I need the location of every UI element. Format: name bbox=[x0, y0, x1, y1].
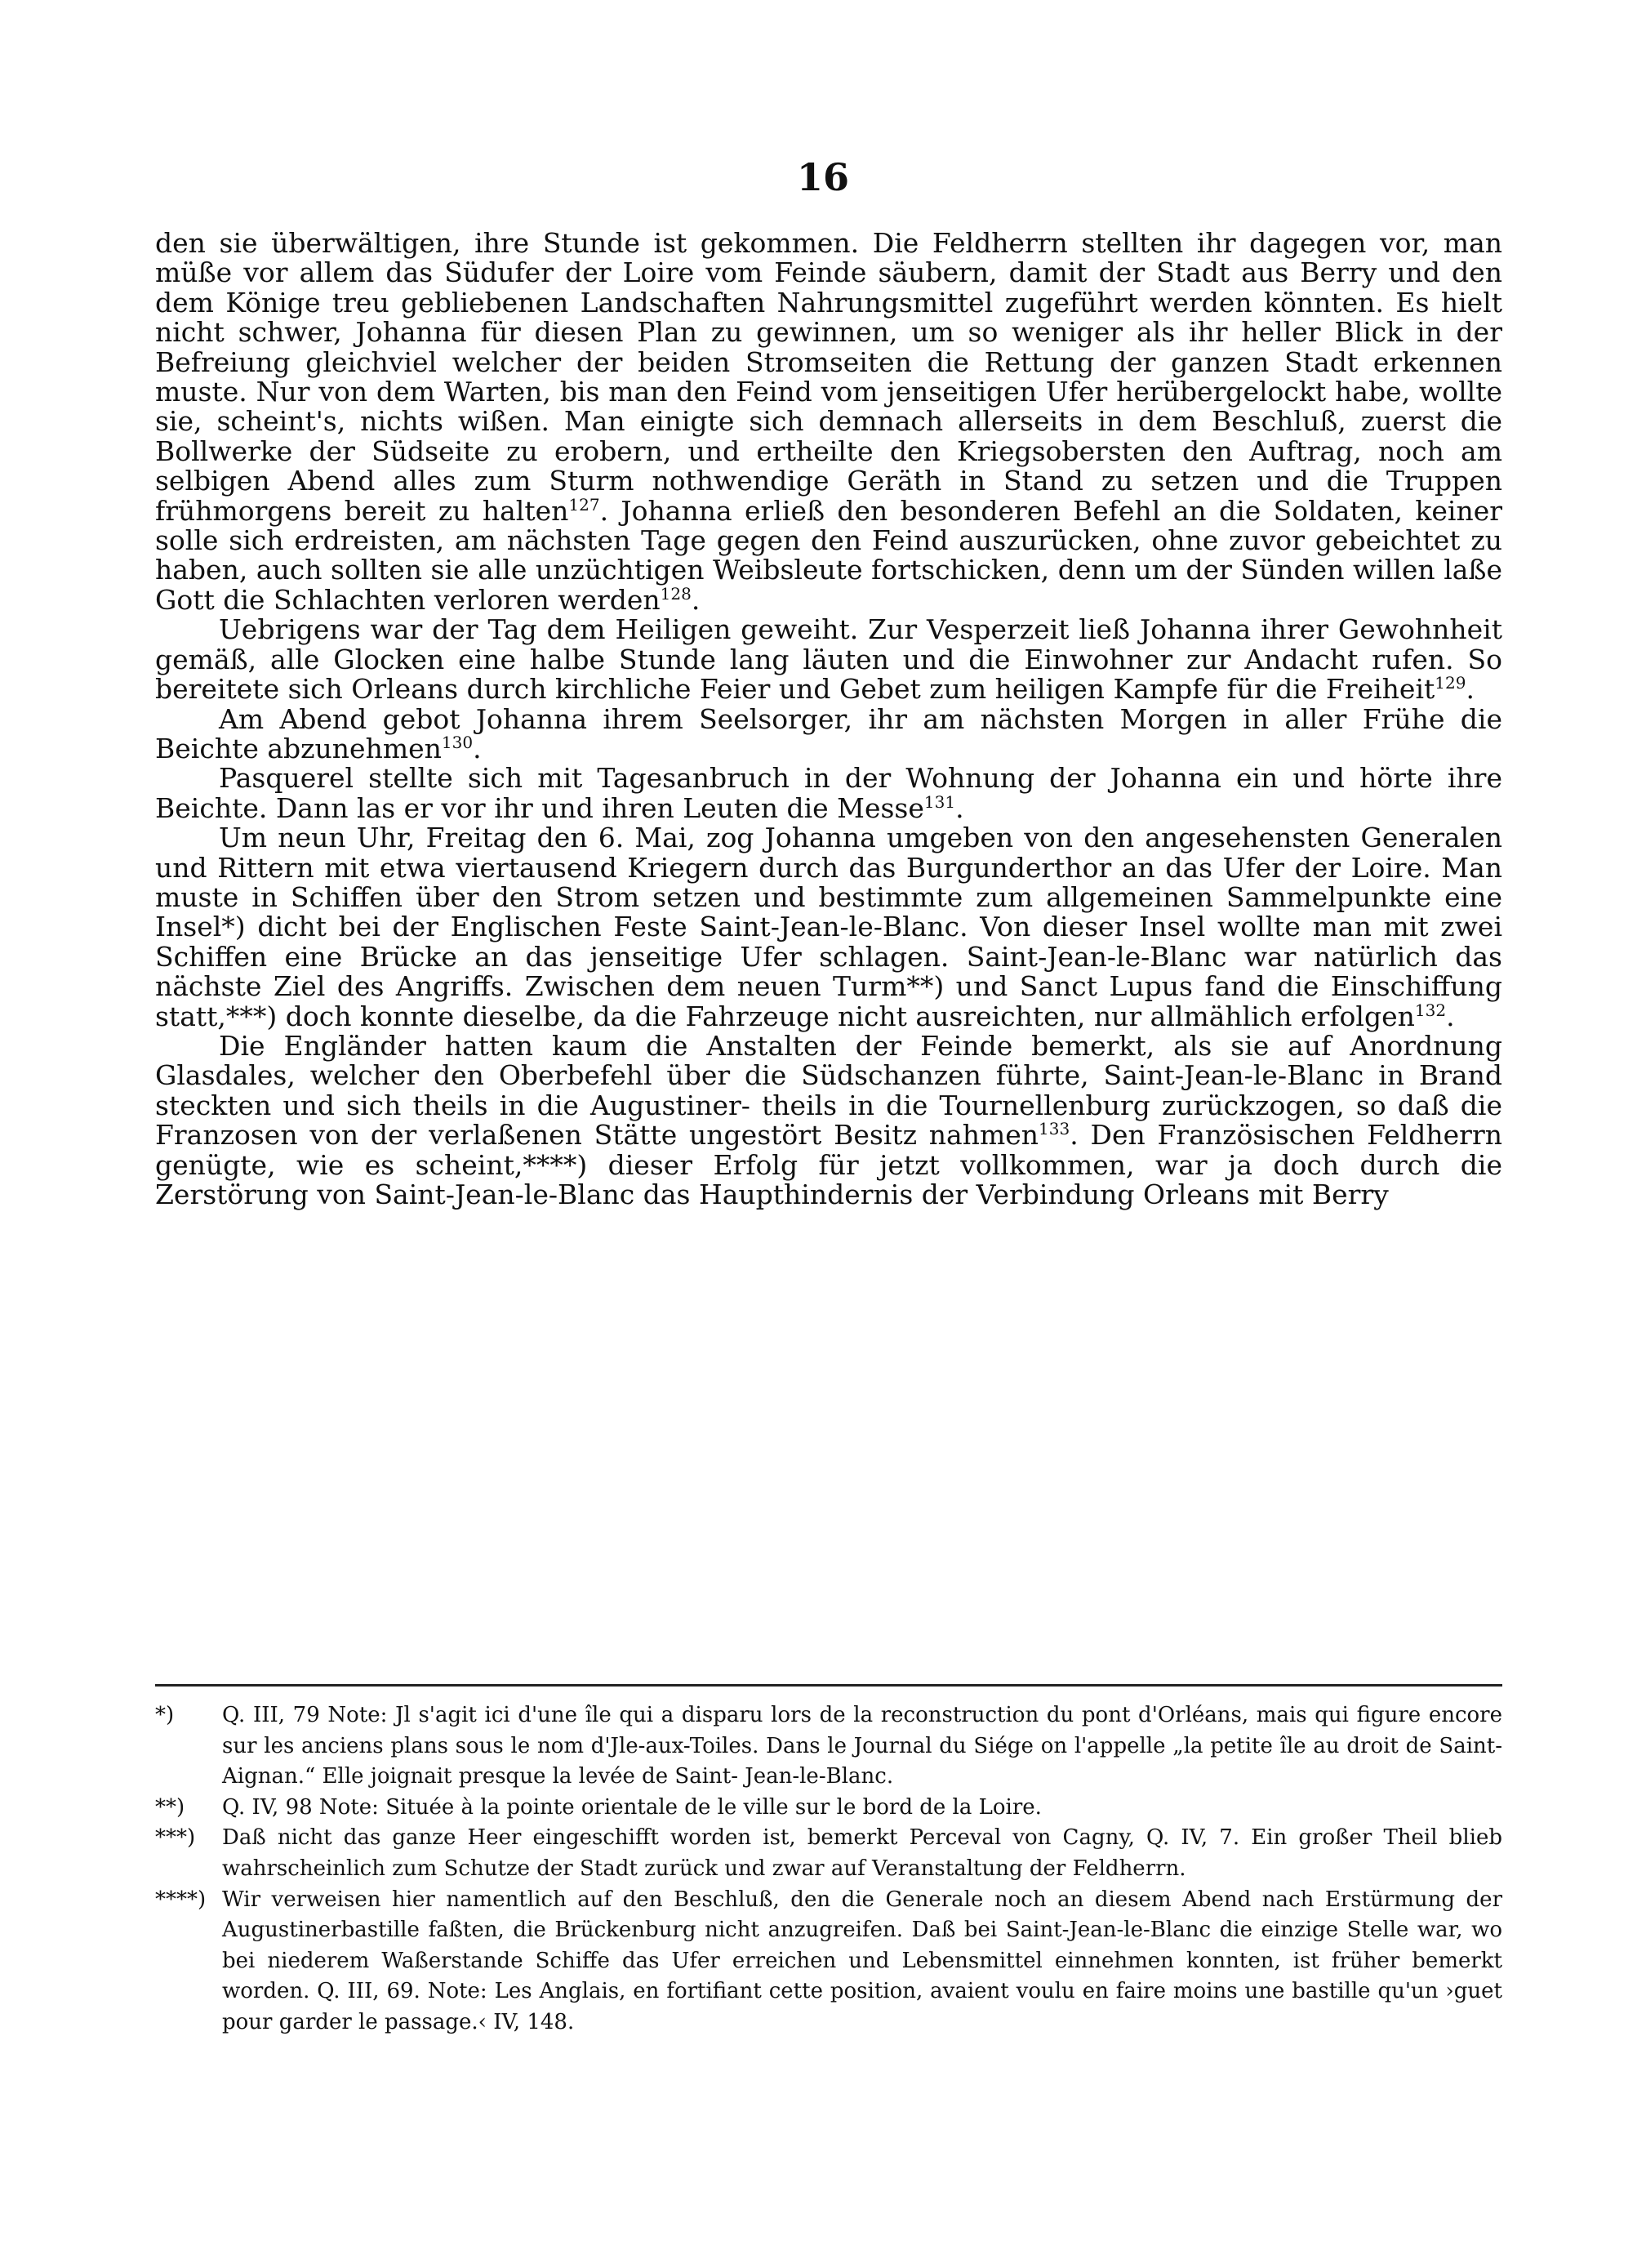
paragraph-text: . Den Französischen Feldherrn genügte, wie es scheint,****) dieser Erfolg für jetzt vollkommen, war ja doch durch die Zerstörung von Saint-Jean-le-Blanc das Haupthindernis der Verbindung Orleans mit Berry bbox=[155, 1119, 1502, 1210]
footnote-mark: ****) bbox=[155, 1887, 207, 1912]
paragraph-text: Uebrigens war der Tag dem Heiligen geweiht. Zur Vesperzeit ließ Johanna ihrer Gewohnheit gemäß, alle Glocken eine halbe Stunde lang läuten und die Einwohner zur Andacht rufen. So bereitete sich Orleans durch kirchliche Feier und Gebet zum heiligen Kampfe für die Freiheit bbox=[155, 613, 1502, 706]
page-number: 16 bbox=[796, 155, 849, 199]
paragraph-text: Um neun Uhr, Freitag den 6. Mai, zog Johanna umgeben von den angesehensten Generalen und Rittern mit etwa viertausend Kriegern durch das Burgunderthor an das Ufer der Loire. Man muste in Schiffen über den Strom setzen und bestimmte zum allgemeinen Sammelpunkte eine Insel*) dicht bei der Englischen Feste Saint-Jean-le-Blanc. Von dieser Insel wollte man mit zwei Schiffen eine Brücke an das jenseitige Ufer schlagen. Saint-Jean-le-Blanc war natürlich das nächste Ziel des Angriffs. Zwischen dem neuen Turm**) und Sanct Lupus fand die Einschiffung statt,***) doch konnte dieselbe, da die Fahrzeuge nicht ausreichten, nur allmählich erfolgen bbox=[155, 822, 1502, 1032]
footnote-text: Wir verweisen hier namentlich auf den Beschluß, den die Generale noch an diesem Abend nach Erstürmung der Augustinerbastille faßten, die Brückenburg nicht anzugreifen. Daß bei Saint-Jean-le-Blanc die einzige Stelle war, wo bei niederem Waßerstande Schiffe das Ufer erreichen und Lebensmittel einnehmen konnten, ist früher bemerkt worden. Q. III, 69. Note: Les Anglais, en fortifiant cette position, avaient voulu en faire moins une bastille qu'un ›guet pour garder le passage.‹ IV, 148. bbox=[222, 1887, 1502, 2034]
footnote-mark: ***) bbox=[155, 1825, 196, 1851]
footnotes bbox=[155, 1700, 1502, 2039]
reference-number: 131 bbox=[923, 791, 956, 812]
paragraph-text: den sie überwältigen, ihre Stunde ist gekommen. Die Feldherrn stellten ihr dagegen vor, man müße vor allem das Südufer der Loire vom Feinde säubern, damit der Stadt aus Berry und den dem Könige treu gebliebenen Landschaften Nahrungsmittel zugeführt werden könnten. Es hielt nicht schwer, Johanna für diesen Plan zu gewinnen, um so weniger als ihr heller Blick in der Befreiung gleichviel welcher der beiden Stromseiten die Rettung der ganzen Stadt erkennen muste. Nur von dem Warten, bis man den Feind vom jenseitigen Ufer herübergelockt habe, wollte sie, scheint's, nichts wißen. Man einigte sich demnach allerseits in dem Beschluß, zuerst die Bollwerke der Südseite zu erobern, und ertheilte den Kriegsobersten den Auftrag, noch am selbigen Abend alles zum Sturm nothwendige Geräth in Stand zu setzen und die Truppen frühmorgens bereit zu halten bbox=[155, 227, 1502, 527]
paragraph bbox=[155, 1029, 1502, 1210]
paragraph-text: Pasquerel stellte sich mit Tagesanbruch in der Wohnung der Johanna ein und hörte ihre Beichte. Dann las er vor ihr und ihren Leuten die Messe bbox=[155, 762, 1502, 824]
footnote-mark: *) bbox=[155, 1703, 175, 1727]
paragraph-text: . Johanna erließ den besonderen Befehl an die Soldaten, keiner solle sich erdreisten, am nächsten Tage gegen den Feind auszurücken, ohne zuvor gebeichtet zu haben, auch sollten sie alle unzüchtigen Weibsleute fortschicken, denn um der Sünden willen laße Gott die Schlachten verloren werden bbox=[155, 494, 1502, 616]
footnote bbox=[155, 1823, 1502, 1884]
paragraph-text: Am Abend gebot Johanna ihrem Seelsorger, ihr am nächsten Morgen in aller Frühe die Beichte abzunehmen bbox=[155, 702, 1502, 764]
footnote-mark: **) bbox=[155, 1794, 185, 1820]
reference-number: 133 bbox=[1039, 1119, 1070, 1139]
paragraph-text: Die Engländer hatten kaum die Anstalten der Feinde bemerkt, als sie auf Anordnung Glasdales, welcher den Oberbefehl über die Südschanzen führte, Saint-Jean-le-Blanc in Brand steckten und sich theils in die Augustiner- theils in die Tournellenburg zurückzogen, so daß die Franzosen von der verlaßenen Stätte ungestört Besitz nahmen bbox=[155, 1029, 1502, 1152]
reference-number: 130 bbox=[441, 732, 474, 752]
reference-number: 127 bbox=[568, 494, 600, 515]
paragraph bbox=[155, 702, 1502, 764]
paragraph bbox=[155, 764, 1502, 823]
paragraph-text: . bbox=[691, 583, 701, 616]
paragraph-text: . bbox=[473, 732, 482, 764]
footnote-text: Daß nicht das ganze Heer eingeschifft worden ist, bemerkt Perceval von Cagny, Q. IV, 7. Ein großer Theil blieb wahrscheinlich zum Schutze der Stadt zurück und zwar auf Veranstaltung der Feldherrn. bbox=[222, 1825, 1502, 1881]
footnote-separator bbox=[155, 1684, 1502, 1687]
paragraph-text: . bbox=[1446, 1000, 1455, 1032]
paragraph-text: . bbox=[1466, 673, 1475, 706]
footnote-text: Q. III, 79 Note: Jl s'agit ici d'une île qui a disparu lors de la reconstruction du pont d'Orléans, mais qui figure encore sur les anciens plans sous le nom d'Jle-aux-Toiles. Dans le Journal du Siége on l'appelle „la petite île au droit de Saint-Aignan.“ Elle joignait presque la levée de Saint- Jean-le-Blanc. bbox=[222, 1703, 1502, 1789]
footnote bbox=[155, 1793, 1502, 1824]
main-text bbox=[155, 229, 1502, 1210]
reference-number: 132 bbox=[1414, 1000, 1447, 1020]
footnote bbox=[155, 1885, 1502, 2039]
paragraph bbox=[155, 823, 1502, 1032]
paragraph bbox=[155, 615, 1502, 704]
footnote-text: Q. IV, 98 Note: Située à la pointe orientale de le ville sur le bord de la Loire. bbox=[222, 1794, 1042, 1820]
reference-number: 129 bbox=[1435, 673, 1466, 693]
footnote bbox=[155, 1700, 1502, 1793]
paragraph-text: . bbox=[955, 791, 964, 824]
reference-number: 128 bbox=[660, 583, 692, 604]
paragraph bbox=[155, 229, 1502, 615]
